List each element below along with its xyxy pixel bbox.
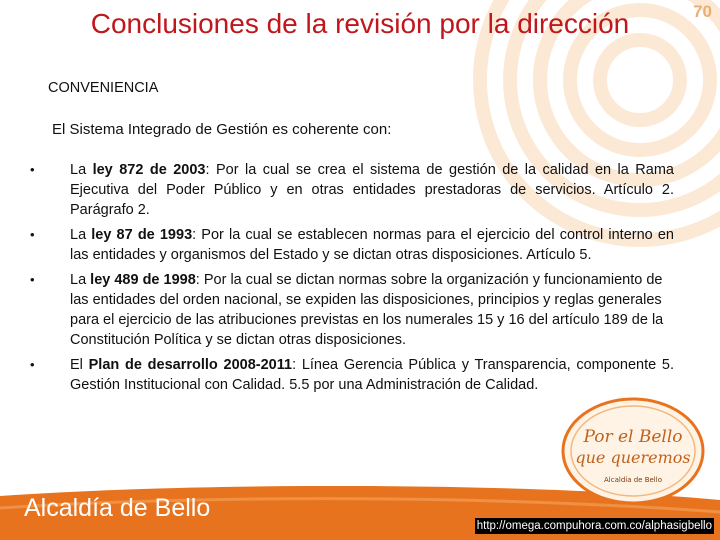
bullet-icon: •: [30, 162, 35, 177]
list-item: • La ley 489 de 1998: Por la cual se dictan normas sobre la organización y funcionamiento de las entidades del orden nacional, se expiden las disposiciones, principios y reglas generales para el ejercicio de las atribuciones previstas en los numerales 15 y 16 del artículo 189 de la Constitución Política y se dictan otras disposiciones.: [30, 272, 664, 348]
bullet-icon: •: [30, 272, 35, 287]
law-reference: ley 872 de 2003: [92, 162, 206, 178]
list-item: • El Plan de desarrollo 2008-2011: Línea Gerencia Pública y Transparencia, componente 5. Gestión Institucional con Calidad. 5.5 por una Administración de Calidad.: [30, 357, 675, 393]
intro-text: El Sistema Integrado de Gestión es coherente con:: [52, 121, 392, 138]
svg-text:Por el Bello: Por el Bello: [583, 427, 683, 447]
page-number: 70: [693, 2, 712, 21]
law-reference: ley 489 de 1998: [90, 272, 196, 288]
bullet-icon: •: [30, 357, 35, 372]
list-item: • La ley 872 de 2003: Por la cual se crea el sistema de gestión de la calidad en la Rama Ejecutiva del Poder Público y en otras entidades prestadoras de servicios. Artículo 2. Parágrafo 2.: [30, 162, 674, 218]
law-reference: ley 87 de 1993: [91, 227, 193, 243]
footer-brand-text: Alcaldía de Bello: [24, 494, 211, 522]
bullet-list: [30, 160, 675, 400]
municipality-seal-logo: [560, 396, 706, 506]
bullet-icon: •: [30, 227, 35, 242]
svg-text:que queremos: que queremos: [575, 448, 691, 467]
section-subheading: CONVENIENCIA: [48, 80, 159, 96]
plan-reference: Plan de desarrollo 2008-2011: [88, 357, 293, 373]
slide-title: Conclusiones de la revisión por la dirección: [90, 8, 630, 39]
list-item: • La ley 87 de 1993: Por la cual se establecen normas para el ejercicio del control interno en las entidades y organismos del Estado y se dictan otras disposiciones. Artículo 5.: [30, 227, 674, 263]
svg-text:Alcaldía de Bello: Alcaldía de Bello: [604, 476, 662, 484]
source-url: http://omega.compuhora.com.co/alphasigbello: [476, 520, 712, 532]
